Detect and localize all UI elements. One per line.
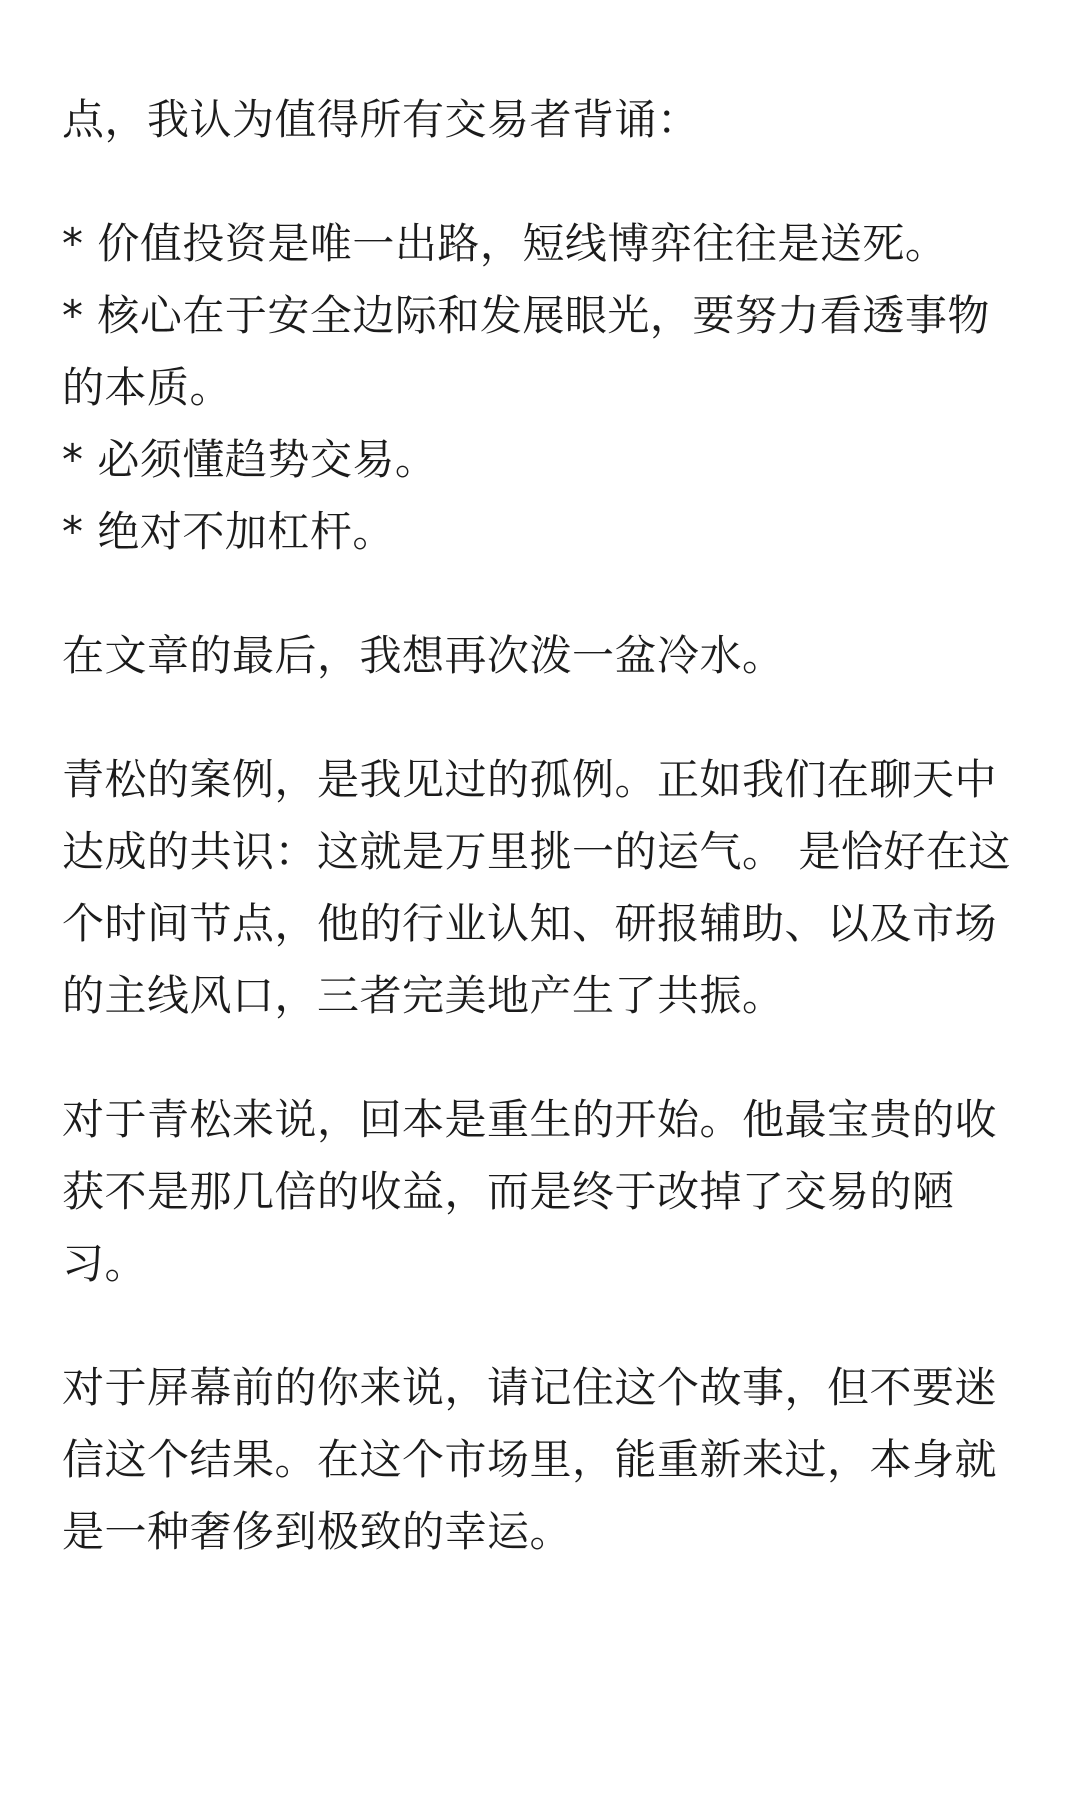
list-item: * 必须懂趋势交易。 (62, 435, 438, 484)
list-item: * 绝对不加杠杆。 (62, 507, 395, 556)
list-item: * 价值投资是唯一出路，短线博弈往往是送死。 (62, 219, 948, 268)
list-item: * 核心在于安全边际和发展眼光，要努力看透事物的本质。 (62, 291, 990, 412)
intro-paragraph: 点，我认为值得所有交易者背诵： (62, 95, 700, 144)
closing-paragraph-1: 在文章的最后，我想再次泼一盆冷水。 (62, 631, 785, 680)
closing-paragraph-4: 对于屏幕前的你来说，请记住这个故事，但不要迷信这个结果。在这个市场里，能重新来过，本身就是一种奢侈到极致的幸运。 (62, 1363, 998, 1556)
principles-list (62, 208, 1032, 568)
closing-paragraph-2: 青松的案例，是我见过的孤例。正如我们在聊天中达成的共识：这就是万里挑一的运气。 是恰好在这个时间节点，他的行业认知、研报辅助、以及市场的主线风口，三者完美地产生了共振。 (62, 755, 1011, 1020)
closing-paragraph-3: 对于青松来说，回本是重生的开始。他最宝贵的收获不是那几倍的收益，而是终于改掉了交易的陋习。 (62, 1095, 998, 1288)
article-body (62, 84, 1032, 1620)
